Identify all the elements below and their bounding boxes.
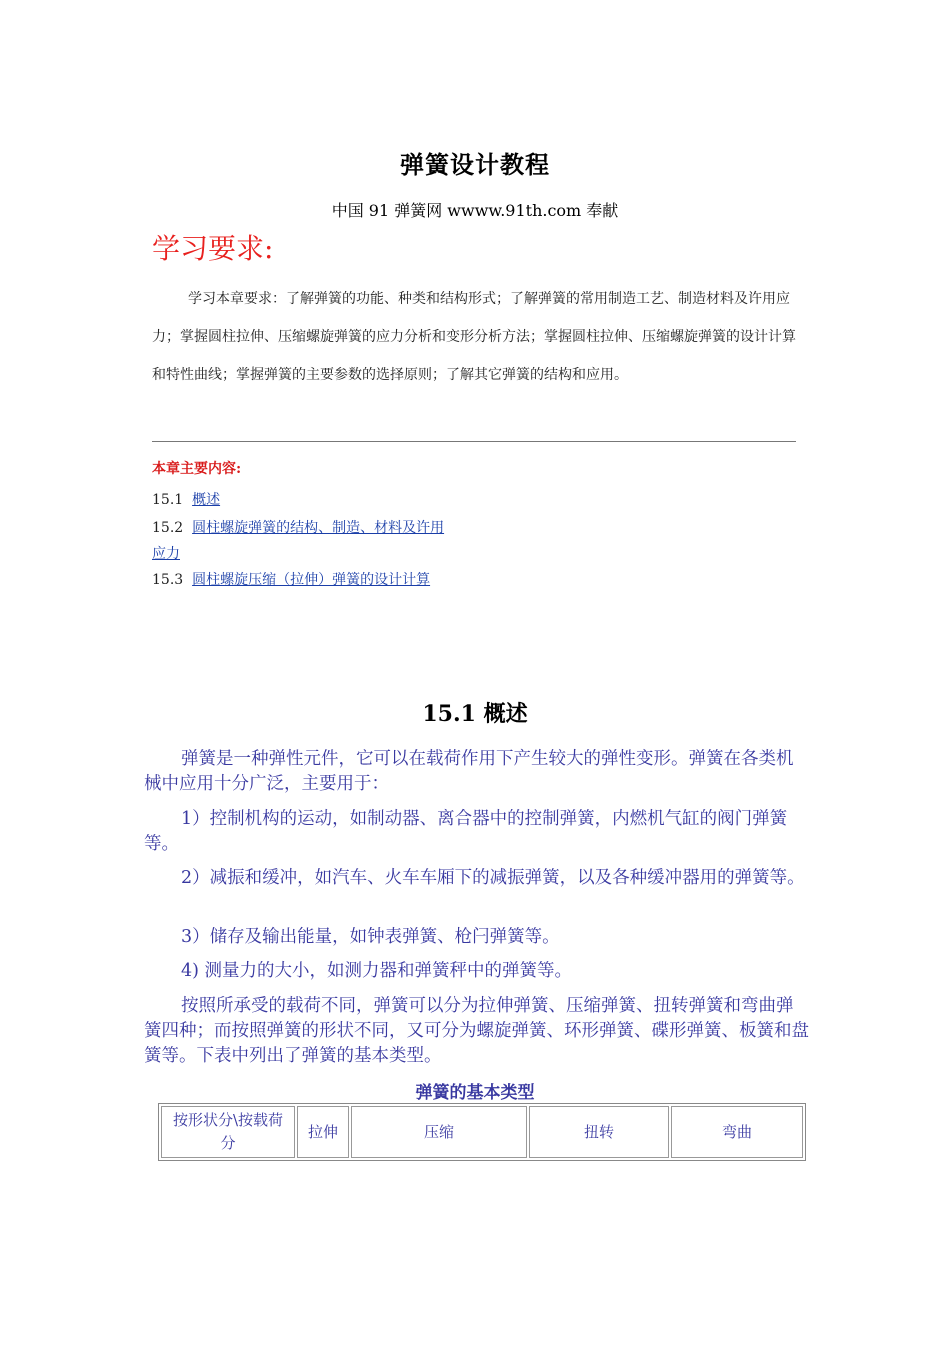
toc-link-design[interactable]: 圆柱螺旋压缩（拉伸）弹簧的设计计算: [192, 572, 431, 588]
table-caption: 弹簧的基本类型: [415, 1083, 535, 1103]
table-header-row: [161, 1106, 803, 1158]
toc-item: [152, 515, 452, 567]
body-paragraph: 2）减振和缓冲，如汽车、火车车厢下的减振弹簧，以及各种缓冲器用的弹簧等。: [181, 868, 805, 888]
table-header-cell: 拉伸: [297, 1106, 349, 1158]
table-header-cell: 弯曲: [671, 1106, 803, 1158]
table-header-cell: 扭转: [529, 1106, 669, 1158]
body-paragraph: 弹簧是一种弹性元件，它可以在载荷作用下产生较大的弹性变形。弹簧在各类机械中应用十分广泛，主要用于：: [144, 749, 794, 794]
toc-item-number: 15.1: [152, 492, 184, 508]
body-paragraph: 4) 测量力的大小，如测力器和弹簧秤中的弹簧等。: [181, 961, 573, 981]
spring-types-table: [158, 1103, 806, 1161]
toc-link-structure[interactable]: 圆柱螺旋弹簧的结构、制造、材料及许用应力: [152, 520, 445, 562]
body-paragraph: 1）控制机构的运动，如制动器、离合器中的控制弹簧，内燃机气缸的阀门弹簧等。: [144, 809, 788, 854]
section-heading: 15.1 概述: [422, 701, 528, 727]
toc-heading: 本章主要内容:: [152, 461, 242, 477]
toc-item: [152, 567, 452, 593]
document-subtitle: 中国 91 弹簧网 wwww.91th.com 奉献: [331, 201, 619, 220]
toc-item-number: 15.2: [152, 520, 184, 536]
body-paragraph: 按照所承受的载荷不同，弹簧可以分为拉伸弹簧、压缩弹簧、扭转弹簧和弯曲弹簧四种；而按照弹簧的形状不同，又可分为螺旋弹簧、环形弹簧、碟形弹簧、板簧和盘簧等。下表中列出了弹簧的基本类型。: [144, 996, 809, 1066]
table-header-cell: 按形状分\按载荷分: [161, 1106, 295, 1158]
toc-link-overview[interactable]: 概述: [192, 492, 221, 508]
requirements-heading: 学习要求:: [152, 232, 274, 265]
toc-item-number: 15.3: [152, 572, 184, 588]
table-header-cell: 压缩: [351, 1106, 527, 1158]
horizontal-divider: [152, 441, 796, 442]
toc-item: [152, 487, 452, 513]
body-paragraph: 3）储存及输出能量，如钟表弹簧、枪闩弹簧等。: [181, 927, 560, 947]
requirements-paragraph: 学习本章要求：了解弹簧的功能、种类和结构形式；了解弹簧的常用制造工艺、制造材料及许用应力；掌握圆柱拉伸、压缩螺旋弹簧的应力分析和变形分析方法；掌握圆柱拉伸、压缩螺旋弹簧的设计计算和特性曲线；掌握弹簧的主要参数的选择原则；了解其它弹簧的结构和应用。: [152, 291, 796, 383]
document-title: 弹簧设计教程: [400, 150, 550, 179]
